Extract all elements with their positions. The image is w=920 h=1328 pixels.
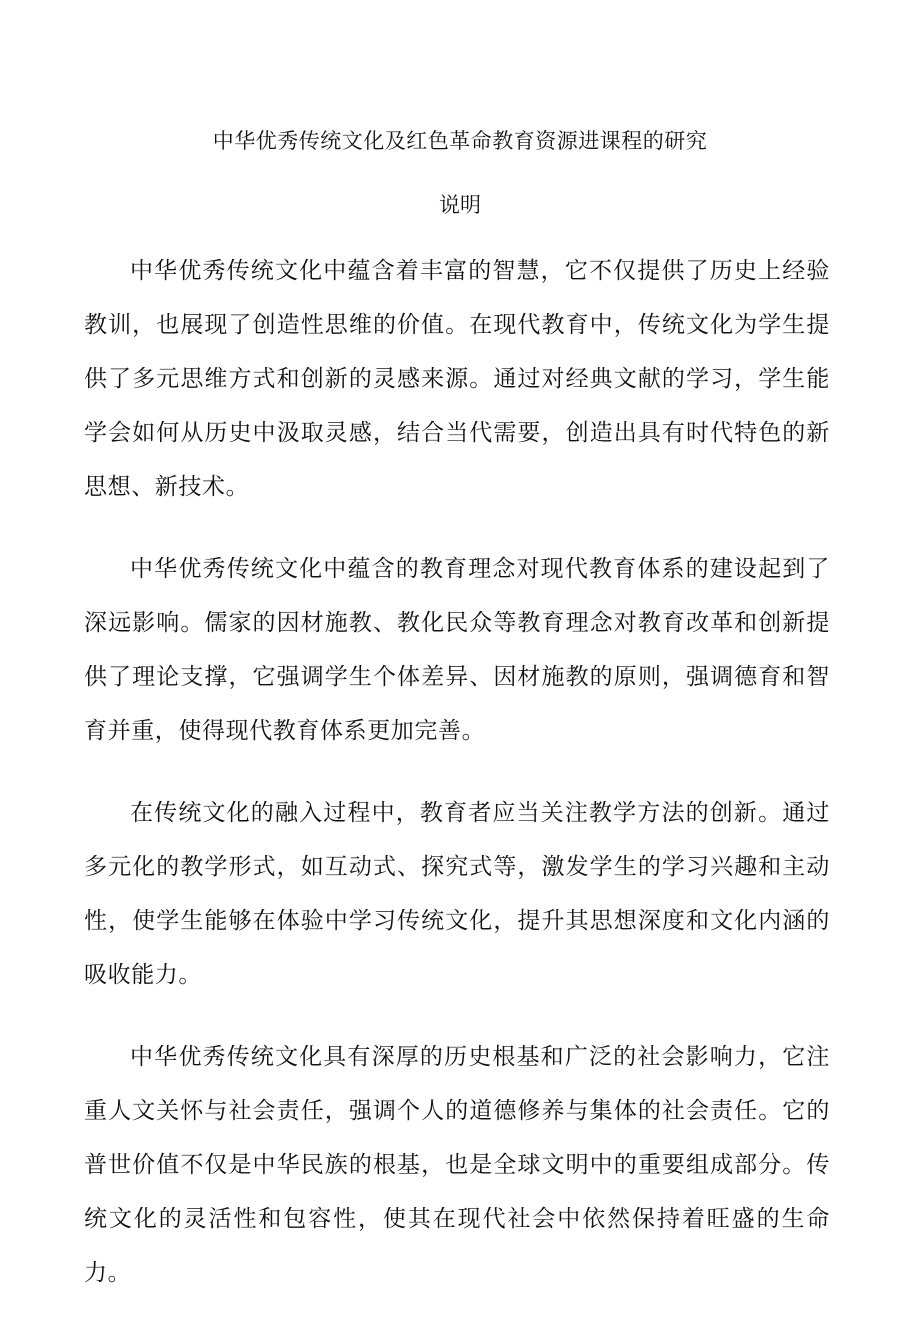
paragraph: 中华优秀传统文化中蕴含的教育理念对现代教育体系的建设起到了深远影响。儒家的因材施教、教化民众等教育理念对教育改革和创新提供了理论支撑，它强调学生个体差异、因材施教的原则，强调德育和智育并重，使得现代教育体系更加完善。: [84, 556, 830, 744]
document-title: 中华优秀传统文化及红色革命教育资源进课程的研究: [212, 129, 708, 153]
paragraph: 中华优秀传统文化具有深厚的历史根基和广泛的社会影响力，它注重人文关怀与社会责任，强调个人的道德修养与集体的社会责任。它的普世价值不仅是中华民族的根基，也是全球文明中的重要组成部分。传统文化的灵活性和包容性，使其在现代社会中依然保持着旺盛的生命力。: [84, 1044, 830, 1286]
paragraph: 中华优秀传统文化中蕴含着丰富的智慧，它不仅提供了历史上经验教训，也展现了创造性思维的价值。在现代教育中，传统文化为学生提供了多元思维方式和创新的灵感来源。通过对经典文献的学习，学生能学会如何从历史中汲取灵感，结合当代需要，创造出具有时代特色的新思想、新技术。: [84, 258, 830, 500]
document-body: [84, 244, 830, 1328]
paragraph: 在传统文化的融入过程中，教育者应当关注教学方法的创新。通过多元化的教学形式，如互动式、探究式等，激发学生的学习兴趣和主动性，使学生能够在体验中学习传统文化，提升其思想深度和文化内涵的吸收能力。: [84, 800, 830, 988]
section-heading: 说明: [439, 193, 481, 217]
